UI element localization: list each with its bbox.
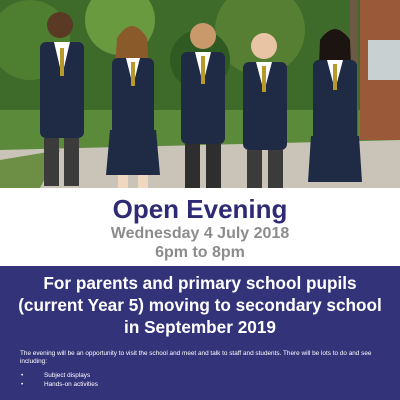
event-title: Open Evening: [112, 194, 288, 224]
intro-text: The evening will be an opportunity to visit the school and meet and talk to staff and students. There will be lots to do and see including:: [20, 350, 372, 366]
event-header: [0, 188, 400, 266]
event-time: 6pm to 8pm: [155, 244, 245, 261]
event-date: Wednesday 4 July 2018: [110, 225, 290, 242]
activity-label: Subject displays: [44, 371, 91, 379]
bullet-icon: •: [21, 371, 24, 379]
activity-label: Hands-on activities: [44, 380, 98, 388]
bullet-icon: •: [21, 380, 24, 388]
details-panel: [0, 266, 400, 400]
students-photo: [0, 0, 400, 188]
list-item: [0, 371, 400, 380]
list-item: [0, 380, 400, 389]
audience-headline: For parents and primary school pupils (current Year 5) moving to secondary school in September 2019: [18, 273, 382, 337]
activity-list: [0, 371, 400, 389]
